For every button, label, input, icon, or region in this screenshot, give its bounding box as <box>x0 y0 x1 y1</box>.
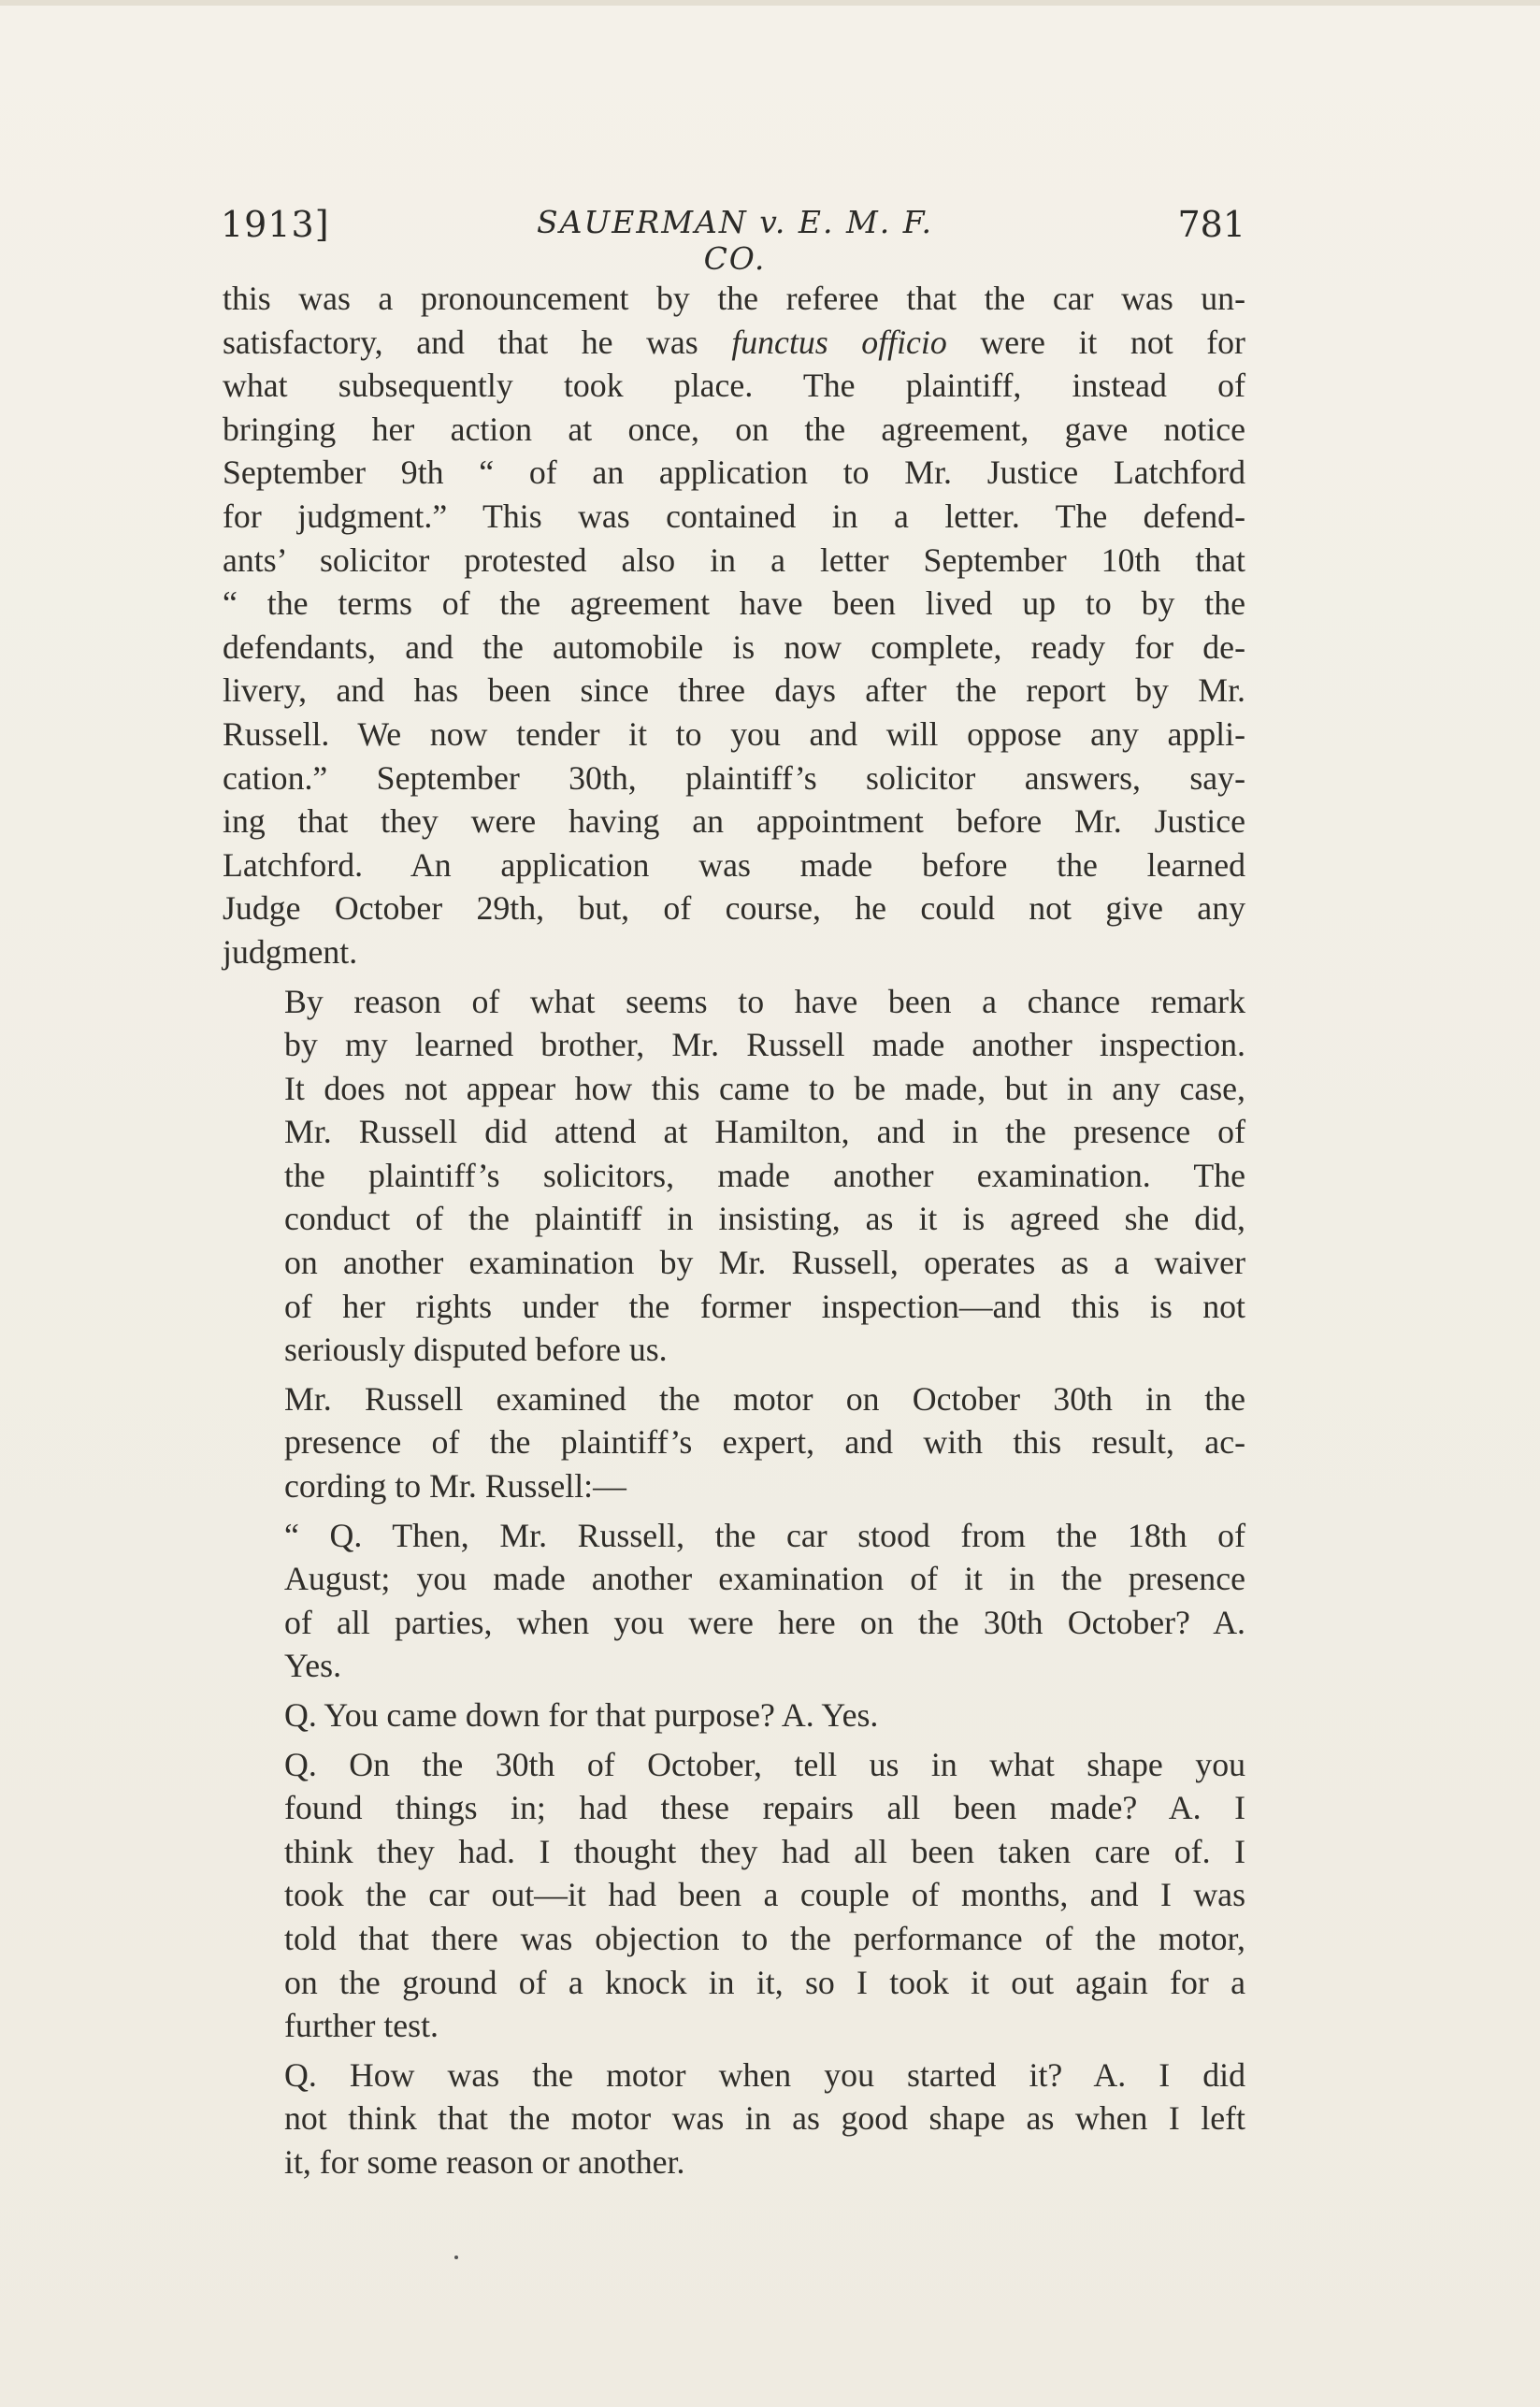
header-year: 1913] <box>221 204 330 245</box>
body-text <box>223 277 1245 2184</box>
paragraph <box>223 1377 1245 1508</box>
running-header <box>221 204 1245 277</box>
paragraph <box>223 1514 1245 1688</box>
text-line: bringing her action at once, on the agreement, gave notice <box>223 410 1245 448</box>
text-line: Q. You came down for that purpose? A. Yes. <box>284 1696 879 1734</box>
paragraph <box>223 1743 1245 2048</box>
text-line: September 9th “ of an application to Mr. Justice Latchford <box>223 454 1245 492</box>
paragraph <box>223 1694 1245 1737</box>
text-line: It does not appear how this came to be made, but in any case, <box>284 1069 1245 1107</box>
text-line: Mr. Russell examined the motor on October 30th in the <box>284 1379 1245 1418</box>
paragraph <box>223 980 1245 1372</box>
text-line: “ the terms of the agreement have been lived up to by the <box>223 584 1245 623</box>
text-line: Q. On the 30th of October, tell us in what shape you <box>284 1745 1245 1783</box>
text-line: the plaintiff’s solicitors, made another examination. The <box>284 1156 1245 1194</box>
text-line: seriously disputed before us. <box>284 1331 668 1369</box>
text-line: by my learned brother, Mr. Russell made another inspection. <box>284 1026 1245 1064</box>
text-line: satisfactory, and that he was functus officio were it not for <box>223 323 1245 361</box>
text-line: Yes. <box>284 1647 342 1685</box>
text-line: Q. How was the motor when you started it? A. I did <box>284 2055 1245 2094</box>
text-line: not think that the motor was in as good shape as when I left <box>284 2099 1245 2138</box>
text-line: By reason of what seems to have been a chance remark <box>284 982 1245 1020</box>
text-line: ing that they were having an appointment before Mr. Justice <box>223 802 1245 841</box>
text-line: judgment. <box>223 932 358 971</box>
text-line: Latchford. An application was made before the learned <box>223 845 1245 884</box>
text-line: of her rights under the former inspection—and this is not <box>284 1287 1245 1325</box>
text-line: told that there was objection to the performance of the motor, <box>284 1919 1245 1957</box>
text-line: what subsequently took place. The plaintiff, instead of <box>223 367 1245 405</box>
text-line: for judgment.” This was contained in a letter. The defend- <box>223 497 1245 535</box>
page-top-edge <box>0 0 1540 6</box>
text-line: August; you made another examination of it in the presence <box>284 1560 1245 1598</box>
text-line: “ Q. Then, Mr. Russell, the car stood from the 18th of <box>284 1516 1245 1554</box>
text-line: on the ground of a knock in it, so I took it out again for a <box>284 1963 1245 2001</box>
text-line: further test. <box>284 2007 439 2045</box>
text-line: this was a pronouncement by the referee that the car was un- <box>223 280 1245 317</box>
text-line: Mr. Russell did attend at Hamilton, and in the presence of <box>284 1113 1245 1151</box>
text-line: Russell. We now tender it to you and will oppose any appli- <box>223 714 1245 753</box>
text-line: think they had. I thought they had all been taken care of. I <box>284 1832 1245 1870</box>
text-line: ants’ solicitor protested also in a letter September 10th that <box>223 540 1245 579</box>
text-line: took the car out—it had been a couple of months, and I was <box>284 1876 1245 1914</box>
text-line: Judge October 29th, but, of course, he could not give any <box>223 889 1245 928</box>
text-line: cation.” September 30th, plaintiff’s solicitor answers, say- <box>223 758 1245 797</box>
text-line: presence of the plaintiff’s expert, and with this result, ac- <box>284 1423 1245 1462</box>
italic-phrase: functus officio <box>731 323 947 361</box>
page-number: 781 <box>1177 204 1245 245</box>
paragraph <box>223 277 1245 974</box>
header-case-title: SAUERMAN v. E. M. F. CO. <box>537 204 933 277</box>
text-line: defendants, and the automobile is now complete, ready for de- <box>223 627 1245 666</box>
text-line: it, for some reason or another. <box>284 2142 685 2181</box>
text-line: on another examination by Mr. Russell, operates as a waiver <box>284 1244 1245 1282</box>
text-line: of all parties, when you were here on the 30th October? A. <box>284 1603 1245 1641</box>
text-line: livery, and has been since three days after the report by Mr. <box>223 671 1245 710</box>
text-line: found things in; had these repairs all been made? A. I <box>284 1789 1245 1827</box>
text-line: conduct of the plaintiff in insisting, as it is agreed she did, <box>284 1200 1245 1238</box>
text-line: cording to Mr. Russell:— <box>284 1467 626 1506</box>
paper-speck <box>454 2256 458 2259</box>
paragraph <box>223 2054 1245 2184</box>
